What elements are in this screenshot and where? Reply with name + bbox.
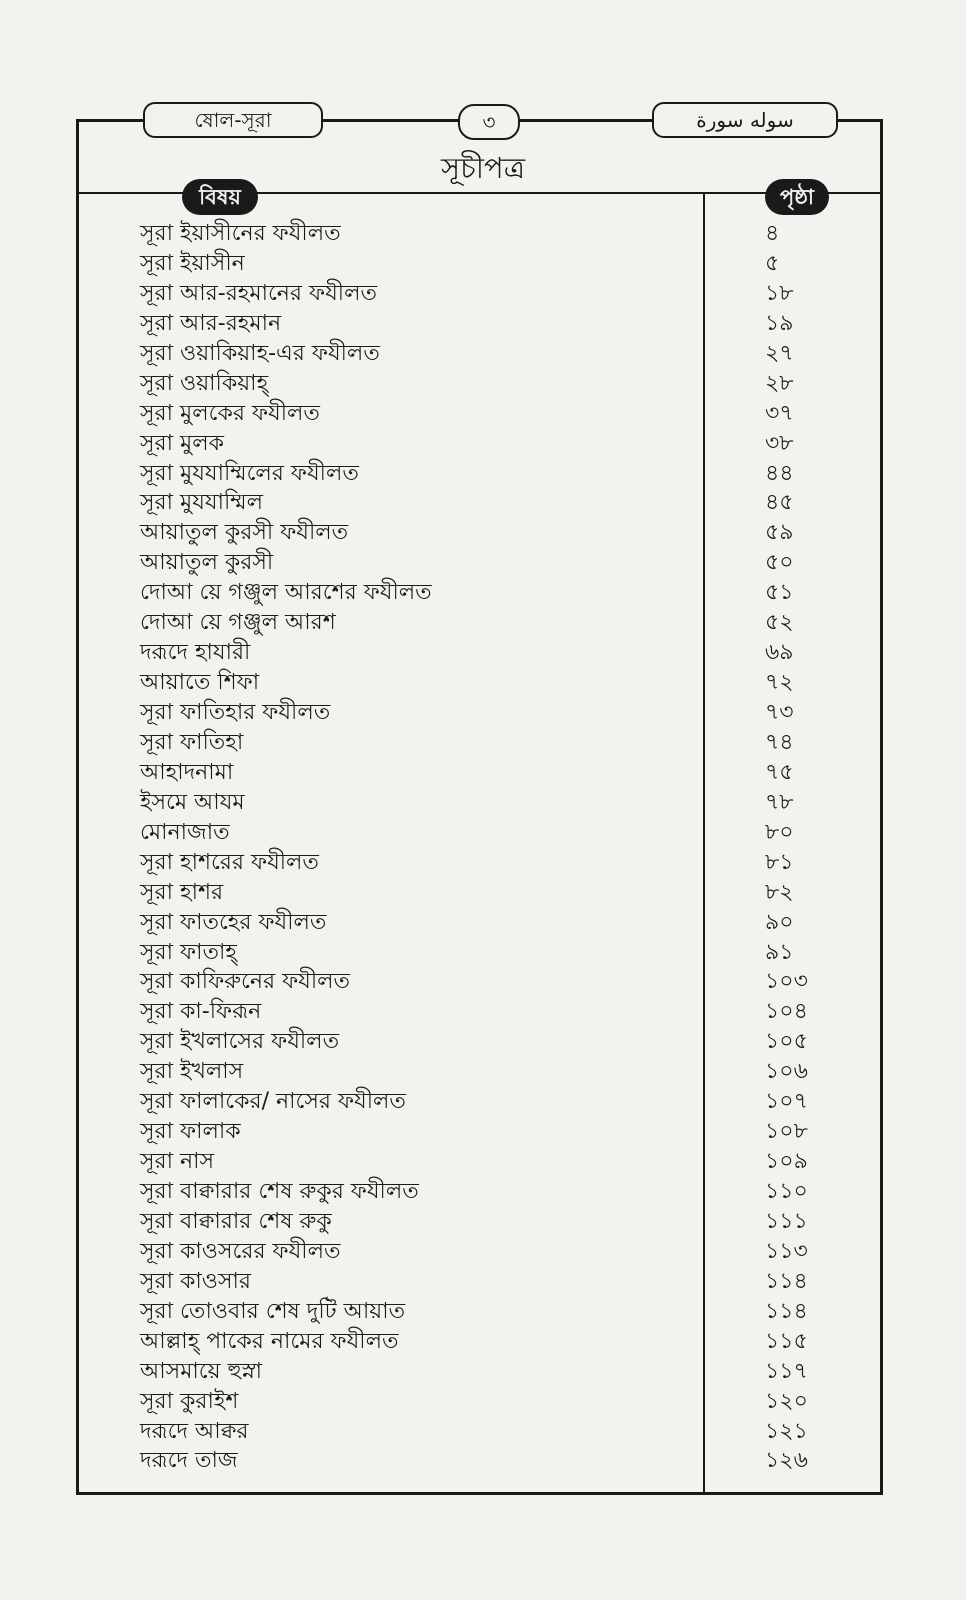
contents-subject: সূরা কা-ফিরূন [140,999,262,1025]
contents-row [0,518,966,548]
contents-row [0,1117,966,1147]
contents-page-number: ৭৮ [765,789,794,815]
contents-page-number: ৮০ [765,819,794,845]
contents-row [0,668,966,698]
contents-row [0,1057,966,1087]
contents-row [0,1087,966,1117]
contents-row [0,908,966,938]
contents-row [0,249,966,279]
page-title: সূচীপত্র [440,151,526,185]
contents-page-number: ৭৪ [765,729,794,755]
contents-subject: আয়াতুল কুরসী ফযীলত [140,520,349,546]
contents-page-number: ১২০ [765,1388,808,1414]
contents-page-number: ১২১ [765,1418,808,1444]
contents-subject: দোআ য়ে গঞ্জুল আরশের ফযীলত [140,580,432,606]
contents-subject: সূরা কুরাইশ [140,1388,239,1414]
contents-row [0,1237,966,1267]
contents-row [0,938,966,968]
contents-page-number: ১০৩ [765,969,808,995]
contents-subject: দরূদে তাজ [140,1448,238,1474]
contents-page-number: ৫ [765,250,780,276]
contents-page-number: ১০৭ [765,1089,808,1115]
contents-subject: সূরা মুলক [140,430,225,456]
contents-page-number: ১১৪ [765,1268,808,1294]
contents-page-number: ১৮ [765,280,794,306]
contents-page-number: ৯১ [765,939,794,965]
contents-subject: মোনাজাত [140,819,230,845]
contents-subject: ইসমে আযম [140,789,245,815]
contents-page-number: ১১৪ [765,1298,808,1324]
contents-subject: সূরা নাস [140,1149,215,1175]
contents-subject: সূরা আর-রহমানের ফযীলত [140,280,377,306]
contents-subject: আহাদনামা [140,759,234,785]
contents-page-number: ৪ [765,221,780,246]
contents-row [0,399,966,429]
contents-row [0,728,966,758]
contents-row [0,997,966,1027]
contents-row [0,818,966,848]
contents-row [0,309,966,339]
contents-page-number: ৪৫ [765,490,794,516]
contents-subject: দরূদে আক্বর [140,1418,249,1444]
contents-page-number: ৮২ [765,879,794,905]
contents-page-number: ৫১ [765,580,794,606]
subject-column-header: বিষয় [182,179,258,215]
book-title-tag-arabic: سوله سورة [652,102,838,138]
contents-subject: সূরা ইয়াসীনের ফযীলত [140,221,341,246]
contents-page-number: ১০৯ [765,1149,808,1175]
contents-subject: সূরা মুলকের ফযীলত [140,400,320,426]
contents-row [0,339,966,369]
contents-subject: সূরা ইখলাসের ফযীলত [140,1029,340,1055]
contents-page-number: ৭৩ [765,700,794,725]
contents-subject: সূরা ফাতিহার ফযীলত [140,700,331,725]
contents-subject: সূরা ফাতহের ফযীলত [140,909,327,935]
contents-subject: আয়াতে শিফা [140,670,260,696]
contents-subject: সূরা ফালাকের/ নাসের ফযীলত [140,1089,406,1115]
contents-subject: সূরা ওয়াকিয়াহ্ [140,370,269,396]
contents-subject: সূরা তোওবার শেষ দুটি আয়াত [140,1298,406,1324]
contents-subject: সূরা ইখলাস [140,1059,244,1085]
contents-row [0,219,966,249]
contents-row [0,279,966,309]
contents-row [0,1327,966,1357]
contents-subject: সূরা মুযযাম্মিল [140,490,263,516]
contents-row [0,1357,966,1387]
contents-subject: সূরা ওয়াকিয়াহ-এর ফযীলত [140,340,380,366]
contents-subject: দরূদে হাযারী [140,640,251,666]
contents-page-number: ৭৫ [765,759,794,785]
contents-list [0,219,966,1476]
contents-row [0,967,966,997]
contents-page-number: ১১১ [765,1208,808,1234]
contents-page-number: ১০৮ [765,1119,808,1145]
contents-page-number: ১২৬ [765,1448,808,1474]
contents-page-number: ১১৭ [765,1358,808,1384]
contents-page-number: ১০৫ [765,1029,808,1055]
contents-page-number: ৮১ [765,849,794,875]
contents-page-number: ২৭ [765,340,794,366]
contents-row [0,758,966,788]
contents-page-number: ৫২ [765,610,794,636]
contents-row [0,638,966,668]
contents-row [0,1147,966,1177]
contents-row [0,1417,966,1447]
contents-page-number: ৪৪ [765,460,794,486]
contents-subject: সূরা আর-রহমান [140,310,282,336]
contents-row [0,1027,966,1057]
contents-row [0,488,966,518]
page-column-header: পৃষ্ঠা [765,179,829,215]
page-number-tag: ৩ [458,104,520,140]
contents-row [0,878,966,908]
contents-subject: আয়াতুল কুরসী [140,550,274,576]
contents-page-number: ৬৯ [765,640,794,666]
contents-subject: দোআ য়ে গঞ্জুল আরশ [140,610,336,636]
contents-subject: আসমায়ে হুস্না [140,1358,262,1384]
contents-subject: সূরা ফাতাহ্ [140,939,237,965]
contents-subject: সূরা ইয়াসীন [140,250,245,276]
contents-row [0,578,966,608]
contents-subject: সূরা কাফিরুনের ফযীলত [140,969,351,995]
contents-subject: সূরা বাক্বারার শেষ রুকু [140,1208,332,1234]
contents-page-number: ৯০ [765,909,794,935]
contents-row [0,1446,966,1476]
contents-subject: সূরা ফালাক [140,1119,241,1145]
contents-row [0,548,966,578]
contents-row [0,608,966,638]
contents-page-number: ১০৬ [765,1059,808,1085]
contents-row [0,459,966,489]
contents-page-number: ৩৮ [765,430,794,456]
contents-page-number: ১১৫ [765,1328,808,1354]
contents-subject: সূরা ফাতিহা [140,729,244,755]
contents-page-number: ১১০ [765,1179,808,1204]
contents-row [0,848,966,878]
contents-row [0,1207,966,1237]
contents-page-number: ২৮ [765,370,794,396]
contents-subject: সূরা মুযযাম্মিলের ফযীলত [140,460,359,486]
contents-subject: সূরা বাক্বারার শেষ রুকুর ফযীলত [140,1179,419,1204]
contents-page-number: ১৯ [765,310,794,336]
contents-subject: সূরা হাশর [140,879,224,905]
contents-row [0,369,966,399]
contents-row [0,788,966,818]
contents-row [0,1387,966,1417]
contents-subject: আল্লাহ্ পাকের নামের ফযীলত [140,1328,399,1354]
contents-row [0,1297,966,1327]
contents-page-number: ৩৭ [765,400,794,426]
contents-row [0,698,966,728]
book-title-tag-bengali: ষোল-সূরা [143,102,323,138]
contents-page-number: ১১৩ [765,1238,808,1264]
contents-row [0,1177,966,1207]
contents-row [0,429,966,459]
contents-row [0,1267,966,1297]
contents-subject: সূরা কাওসরের ফযীলত [140,1238,341,1264]
contents-page-number: ১০৪ [765,999,808,1025]
contents-subject: সূরা কাওসার [140,1268,251,1294]
contents-page-number: ৭২ [765,670,794,696]
contents-page-number: ৫৯ [765,520,794,546]
contents-subject: সূরা হাশরের ফযীলত [140,849,319,875]
contents-page-number: ৫০ [765,550,794,576]
